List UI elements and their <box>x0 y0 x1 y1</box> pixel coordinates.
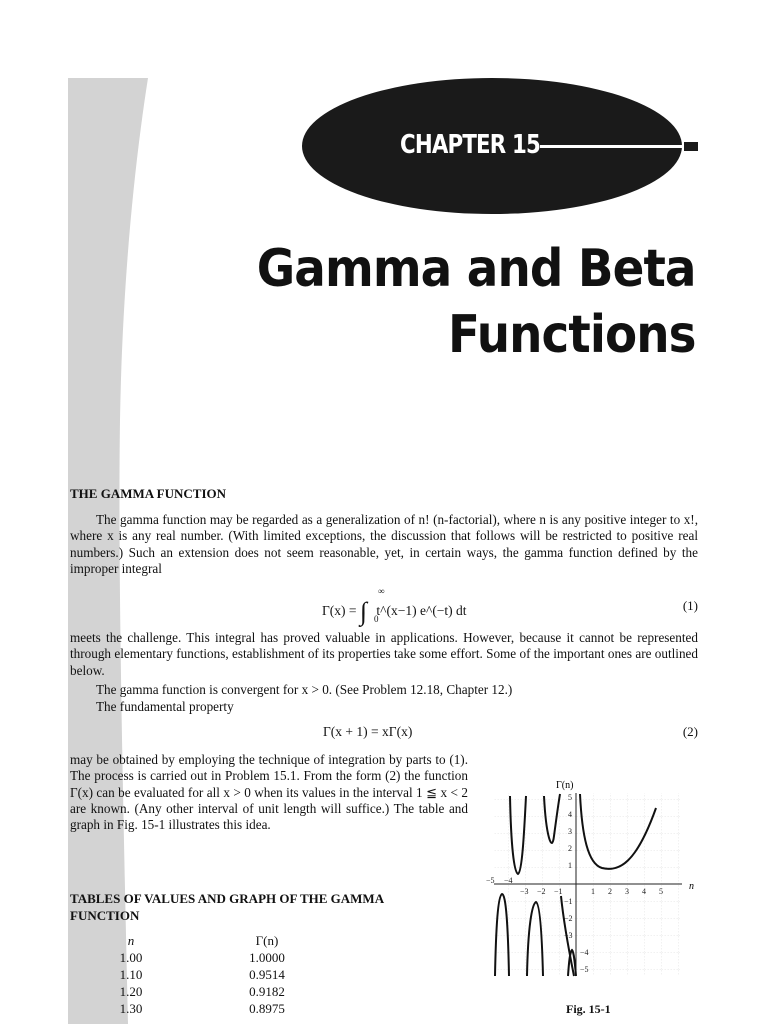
table-header-n: n <box>127 933 135 948</box>
equation-number-1: (1) <box>682 598 698 613</box>
table-cell-n: 1.00 <box>119 950 143 965</box>
x-tick-label: −1 <box>554 887 563 896</box>
paragraph-intro: The gamma function may be regarded as a generalization of n! (n-factorial), where n is any positive integer to x!, where x is any real number. (With limited exceptions, the discussion that follows will be restricted to positive real numbers.) Such an extension does not seem reasonable, yet, in certain ways, the gamma function defined by the improper integral <box>70 512 698 576</box>
gamma-function-graph <box>484 776 704 981</box>
x-tick-label: −4 <box>504 876 513 885</box>
y-tick-label: 2 <box>568 844 572 853</box>
y-tick-label: −3 <box>564 931 573 940</box>
figure-caption: Fig. 15-1 <box>566 1002 611 1016</box>
y-tick-label: 5 <box>568 793 572 802</box>
x-tick-label: 4 <box>642 887 646 896</box>
section-heading-tables <box>70 890 460 924</box>
x-tick-label: −2 <box>537 887 546 896</box>
x-tick-label: −3 <box>520 887 529 896</box>
x-tick-label: 2 <box>608 887 612 896</box>
integral-upper-limit: ∞ <box>378 586 385 596</box>
equation-recurrence: Γ(x + 1) = xΓ(x) <box>323 724 413 739</box>
equation-integrand: t^(x−1) e^(−t) dt <box>376 603 467 618</box>
y-tick-label: −1 <box>564 897 573 906</box>
table-cell-gamma: 0.8975 <box>249 1001 285 1016</box>
chapter-rule-end <box>684 142 698 151</box>
table-row <box>100 983 332 1000</box>
table-cell-gamma: 1.0000 <box>249 950 285 965</box>
equation-number-2: (2) <box>682 724 698 739</box>
table-cell-n: 1.20 <box>119 984 143 999</box>
y-tick-label: −4 <box>580 948 589 957</box>
y-tick-label: 4 <box>568 810 572 819</box>
chapter-label: CHAPTER 15 <box>400 130 541 160</box>
table-header-gamma: Γ(n) <box>255 933 279 948</box>
equation-gamma-integral <box>322 586 467 626</box>
table-header-row <box>100 932 332 949</box>
x-tick-label: −5 <box>486 876 495 885</box>
integral-sign-icon: ∫ <box>359 597 368 626</box>
table-row <box>100 1000 332 1017</box>
table-cell-gamma: 0.9514 <box>249 967 285 982</box>
paragraph-convergence: The gamma function is convergent for x > 0. (See Problem 12.18, Chapter 12.) <box>96 682 513 697</box>
paragraph-challenge: meets the challenge. This integral has proved valuable in applications. However, because it cannot be represented through elementary functions, establishment of its properties take some effort. Some of the important ones are outlined below. <box>70 630 698 678</box>
table-cell-n: 1.30 <box>119 1001 143 1016</box>
x-tick-label: 3 <box>625 887 629 896</box>
y-tick-label: −5 <box>580 965 589 974</box>
y-tick-label: 3 <box>568 827 572 836</box>
y-axis-label: Γ(n) <box>556 780 574 791</box>
chapter-title-line1: Gamma and Beta <box>257 239 696 299</box>
chapter-title <box>208 236 696 368</box>
x-tick-label: 5 <box>659 887 663 896</box>
x-tick-label: 1 <box>591 887 595 896</box>
table-row <box>100 966 332 983</box>
paragraph-fundamental: The fundamental property <box>96 699 234 714</box>
table-cell-gamma: 0.9182 <box>249 984 285 999</box>
chapter-title-line2: Functions <box>448 305 696 365</box>
x-axis-label: n <box>689 881 694 892</box>
equation-lhs: Γ(x) = <box>322 603 357 618</box>
chapter-rule <box>540 145 698 148</box>
y-tick-label: −2 <box>564 914 573 923</box>
y-tick-label: 1 <box>568 861 572 870</box>
table-row <box>100 949 332 966</box>
paragraph-integration-by-parts: may be obtained by employing the technique of integration by parts to (1). The process is carried out in Problem 15.1. From the form (2) the function Γ(x) can be evaluated for all x > 0 when its values in the interval 1 ≦ x < 2 are known. (Any other interval of unit length will suffice.) The table and graph in Fig. 15-1 illustrates this idea. <box>70 752 468 833</box>
section-heading-gamma: THE GAMMA FUNCTION <box>70 486 226 501</box>
table-cell-n: 1.10 <box>119 967 143 982</box>
integral-lower-limit: 0 <box>374 614 379 624</box>
tables-heading-line1: TABLES OF VALUES AND GRAPH OF THE GAMMA <box>70 891 385 906</box>
gamma-values-table <box>100 932 332 1017</box>
tables-heading-line2: FUNCTION <box>70 908 140 923</box>
